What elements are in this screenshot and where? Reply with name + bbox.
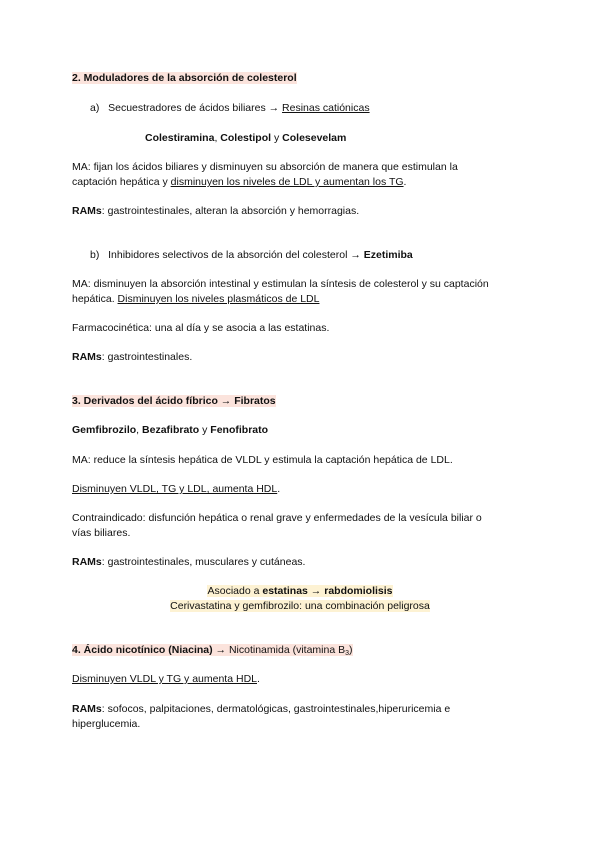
fibrates-effect: Disminuyen VLDL, TG y LDL, aumenta HDL. bbox=[72, 483, 281, 495]
item-b: b) Inhibidores selectivos de la absorción del colesterol → Ezetimiba bbox=[90, 249, 413, 261]
ma-resins-line2: captación hepática y disminuyen los niveles de LDL y aumentan los TG. bbox=[72, 176, 407, 188]
contraindication-line2: vías biliares. bbox=[72, 527, 131, 539]
section-3-heading: 3. Derivados del ácido fíbrico → Fibratos bbox=[72, 395, 276, 407]
rams-resins: RAMs: gastrointestinales, alteran la absorción y hemorragias. bbox=[72, 205, 360, 217]
farmacocinetica: Farmacocinética: una al día y se asocia a las estatinas. bbox=[72, 322, 330, 334]
rams-fibrates: RAMs: gastrointestinales, musculares y cutáneas. bbox=[72, 556, 306, 568]
warning-note-1: Asociado a estatinas → rabdomiolisis bbox=[207, 585, 393, 597]
rams-niacin-line2: hiperglucemia. bbox=[72, 718, 141, 730]
ma-resins-line1: MA: fijan los ácidos biliares y disminuyen su absorción de manera que estimulan la bbox=[72, 161, 458, 173]
rams-ezetimiba: RAMs: gastrointestinales. bbox=[72, 351, 193, 363]
drug-list-resins: Colestiramina, Colestipol y Colesevelam bbox=[145, 132, 347, 144]
resinas-link: Resinas catiónicas bbox=[282, 102, 370, 114]
contraindication-line1: Contraindicado: disfunción hepática o renal grave y enfermedades de la vesícula biliar o bbox=[72, 512, 482, 524]
niacin-effect: Disminuyen VLDL y TG y aumenta HDL. bbox=[72, 673, 260, 685]
section-4-heading: 4. Ácido nicotínico (Niacina) → Nicotinamida (vitamina $B_3$) bbox=[72, 644, 353, 657]
ma-ezetimiba-line1: MA: disminuyen la absorción intestinal y estimulan la síntesis de colesterol y su captación bbox=[72, 278, 489, 290]
warning-note-2: Cerivastatina y gemfibrozilo: una combinación peligrosa bbox=[170, 600, 430, 612]
rams-niacin-line1: RAMs: sofocos, palpitaciones, dermatológicas, gastrointestinales,hiperuricemia e bbox=[72, 703, 451, 715]
ma-fibrates: MA: reduce la síntesis hepática de VLDL y estimula la captación hepática de LDL. bbox=[72, 454, 453, 466]
drug-list-fibrates: Gemfibrozilo, Bezafibrato y Fenofibrato bbox=[72, 424, 269, 436]
section-2-heading: 2. Moduladores de la absorción de colesterol bbox=[72, 72, 297, 84]
item-a: a) Secuestradores de ácidos biliares → Resinas catiónicas bbox=[90, 102, 370, 114]
ma-ezetimiba-line2: hepática. Disminuyen los niveles plasmáticos de LDL bbox=[72, 293, 320, 305]
